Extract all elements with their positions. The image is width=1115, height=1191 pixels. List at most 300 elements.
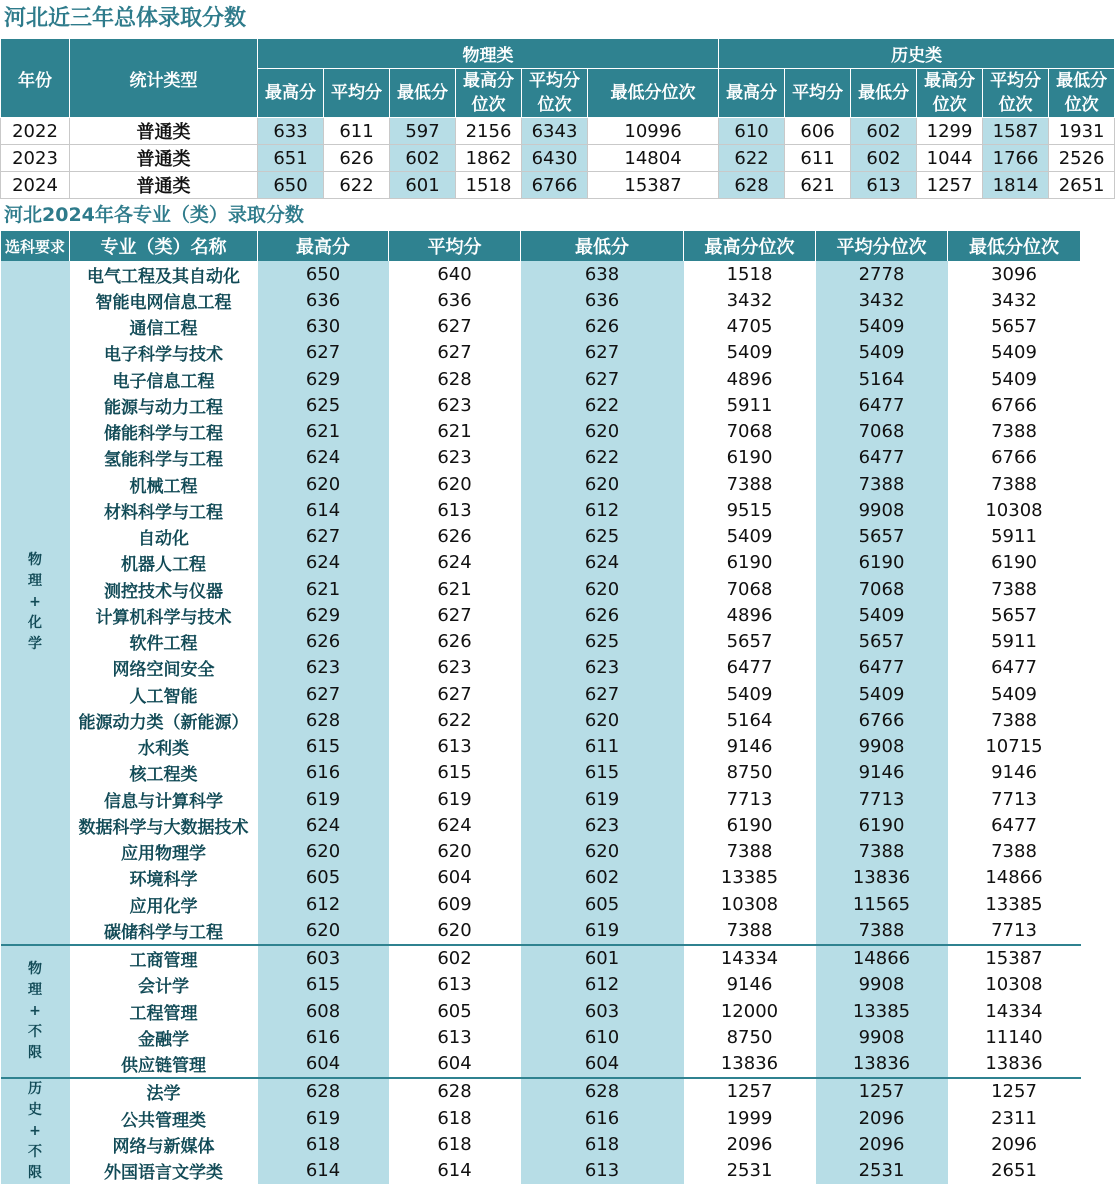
score-cell: 626 [437, 631, 472, 653]
table-row [1, 998, 1081, 1024]
score-cell: 618 [521, 1131, 684, 1157]
score-cell: 2531 [726, 1160, 773, 1182]
score-cell: 2096 [991, 1133, 1037, 1155]
score-cell: 5657 [991, 316, 1037, 338]
score-cell: 9908 [816, 497, 948, 523]
score-cell: 627 [521, 681, 684, 707]
score-cell: 3432 [991, 289, 1037, 311]
score-cell: 618 [437, 1107, 472, 1129]
score-cell: 12000 [720, 1000, 779, 1022]
major-name: 氢能科学与工程 [104, 450, 223, 471]
score-cell: 638 [521, 261, 684, 287]
table-row [1, 550, 1081, 576]
score-cell: 620 [521, 839, 684, 865]
score-cell: 9146 [726, 736, 773, 758]
section-title: 河北2024年各专业（类）录取分数 [4, 204, 304, 226]
score-cell: 5409 [726, 683, 773, 705]
score-cell: 618 [437, 1133, 472, 1155]
hist-value-cell: 606 [785, 118, 851, 145]
header-history-group: 历史类 [719, 39, 1115, 69]
score-cell: 615 [258, 972, 389, 998]
header-hist-sub: 平均分位次 [983, 69, 1049, 118]
score-cell: 7388 [991, 709, 1037, 731]
subject-char: 化 [28, 614, 42, 631]
header-col-3: 平均分 [389, 231, 521, 261]
year-cell: 2024 [1, 172, 70, 199]
score-cell: 604 [437, 867, 472, 889]
score-cell: 619 [521, 786, 684, 812]
table-row [1, 734, 1081, 760]
table-row [1, 891, 1081, 917]
year-cell: 2022 [1, 118, 70, 145]
phys-value-cell: 15387 [588, 172, 719, 199]
major-name: 信息与计算科学 [104, 791, 223, 812]
score-cell: 2651 [991, 1160, 1037, 1182]
score-cell: 5409 [991, 683, 1037, 705]
table-row [1, 1158, 1081, 1184]
subject-char: + [29, 593, 41, 610]
score-cell: 616 [258, 760, 389, 786]
score-cell: 602 [389, 945, 521, 972]
header-phys-sub: 最低分位次 [588, 69, 719, 118]
score-cell: 10715 [985, 736, 1043, 758]
score-cell: 7713 [991, 919, 1037, 941]
score-cell: 614 [258, 497, 389, 523]
score-cell: 621 [258, 419, 389, 445]
score-cell: 612 [521, 972, 684, 998]
score-cell: 601 [521, 945, 684, 972]
score-cell: 5409 [991, 368, 1037, 390]
header-phys-sub: 最高分 [258, 69, 324, 118]
hist-value-cell: 1299 [917, 118, 983, 145]
score-cell: 626 [521, 602, 684, 628]
score-cell: 630 [258, 314, 389, 340]
major-name: 公共管理类 [121, 1110, 206, 1131]
table-row [1, 261, 1081, 287]
score-cell: 7388 [991, 841, 1037, 863]
major-name: 通信工程 [129, 319, 198, 340]
score-cell: 614 [437, 1160, 472, 1182]
hist-value-cell: 610 [719, 118, 785, 145]
score-cell: 5657 [816, 524, 948, 550]
table-row [1, 497, 1081, 523]
score-cell: 616 [521, 1105, 684, 1131]
phys-value-cell: 611 [324, 118, 390, 145]
score-cell: 8750 [726, 762, 773, 784]
score-cell: 5164 [726, 709, 773, 731]
hist-value-cell: 611 [785, 145, 851, 172]
score-cell: 6477 [991, 814, 1037, 836]
score-cell: 5409 [991, 342, 1037, 364]
score-cell: 627 [437, 604, 472, 626]
score-cell: 6477 [816, 445, 948, 471]
score-cell: 612 [521, 497, 684, 523]
summary-row [1, 118, 1115, 145]
score-cell: 615 [258, 734, 389, 760]
score-cell: 609 [437, 893, 472, 915]
score-cell: 6766 [991, 447, 1037, 469]
header-phys-sub: 平均分位次 [522, 69, 588, 118]
score-cell: 622 [521, 392, 684, 418]
score-cell: 620 [437, 841, 472, 863]
score-cell: 636 [437, 289, 472, 311]
score-cell: 7068 [726, 421, 773, 443]
score-cell: 625 [521, 524, 684, 550]
score-cell: 621 [258, 576, 389, 602]
score-cell: 2531 [816, 1158, 948, 1184]
score-cell: 626 [258, 629, 389, 655]
header-hist-sub: 最高分位次 [917, 69, 983, 118]
score-cell: 613 [521, 1158, 684, 1184]
phys-value-cell: 622 [324, 172, 390, 199]
score-cell: 6190 [991, 552, 1037, 574]
score-cell: 7068 [726, 578, 773, 600]
table-row [1, 681, 1081, 707]
header-col-5: 最高分位次 [684, 231, 816, 261]
header-col-1: 专业（类）名称 [70, 231, 258, 261]
hist-value-cell: 1587 [983, 118, 1049, 145]
hist-value-cell: 622 [719, 145, 785, 172]
header-type: 统计类型 [70, 39, 258, 118]
score-cell: 620 [521, 576, 684, 602]
score-cell: 6190 [726, 552, 773, 574]
score-cell: 7713 [816, 786, 948, 812]
score-cell: 627 [521, 366, 684, 392]
score-cell: 13836 [720, 1053, 779, 1075]
score-cell: 5657 [726, 631, 773, 653]
score-cell: 4705 [726, 316, 773, 338]
major-name: 法学 [70, 1078, 258, 1105]
table-row [1, 314, 1081, 340]
score-cell: 9146 [726, 974, 773, 996]
hist-value-cell: 1766 [983, 145, 1049, 172]
score-cell: 628 [437, 368, 472, 390]
score-cell: 7388 [726, 841, 773, 863]
score-cell: 640 [437, 263, 472, 285]
score-cell: 623 [437, 394, 472, 416]
score-cell: 620 [521, 419, 684, 445]
score-cell: 605 [437, 1000, 472, 1022]
score-cell: 620 [521, 707, 684, 733]
header-col-4: 最低分 [521, 231, 684, 261]
table-row [1, 1105, 1081, 1131]
header-phys-sub: 平均分 [324, 69, 390, 118]
score-cell: 2096 [816, 1105, 948, 1131]
score-cell: 7388 [816, 471, 948, 497]
subject-char: 不 [28, 1023, 42, 1040]
score-cell: 602 [521, 865, 684, 891]
score-cell: 9908 [816, 734, 948, 760]
page-title: 河北近三年总体录取分数 [4, 6, 247, 31]
score-cell: 6190 [726, 814, 773, 836]
score-cell: 5911 [991, 631, 1037, 653]
score-cell: 5409 [816, 602, 948, 628]
major-name: 自动化 [138, 529, 189, 550]
major-name: 应用物理学 [121, 844, 206, 865]
subject-char: 不 [28, 1143, 42, 1160]
score-cell: 622 [437, 709, 472, 731]
score-cell: 629 [258, 602, 389, 628]
subject-requirement [1, 1078, 70, 1184]
score-cell: 11140 [985, 1026, 1043, 1048]
header-col-2: 最高分 [258, 231, 389, 261]
score-cell: 6190 [816, 812, 948, 838]
score-cell: 7068 [816, 576, 948, 602]
major-name: 储能科学与工程 [104, 424, 223, 445]
score-cell: 6477 [816, 392, 948, 418]
score-cell: 627 [437, 316, 472, 338]
score-cell: 9908 [816, 1024, 948, 1050]
score-cell: 7388 [991, 578, 1037, 600]
score-cell: 10308 [985, 499, 1043, 521]
major-name: 核工程类 [129, 765, 198, 786]
hist-value-cell: 628 [719, 172, 785, 199]
score-cell: 627 [437, 683, 472, 705]
score-cell: 7388 [816, 839, 948, 865]
score-cell: 7388 [726, 919, 773, 941]
score-cell: 624 [258, 812, 389, 838]
score-cell: 7713 [991, 788, 1037, 810]
subject-char: 物 [28, 960, 42, 977]
score-cell: 2778 [816, 261, 948, 287]
score-cell: 13836 [816, 1051, 948, 1078]
major-name: 供应链管理 [121, 1056, 206, 1077]
score-cell: 613 [437, 499, 472, 521]
major-name: 电气工程及其自动化 [87, 266, 240, 287]
score-cell: 1257 [684, 1078, 816, 1105]
score-cell: 613 [437, 974, 472, 996]
score-cell: 3432 [726, 289, 773, 311]
major-name: 网络与新媒体 [112, 1136, 215, 1157]
score-cell: 7388 [991, 421, 1037, 443]
phys-value-cell: 633 [258, 118, 324, 145]
score-cell: 7388 [726, 473, 773, 495]
score-cell: 611 [521, 734, 684, 760]
major-name: 碳储科学与工程 [104, 922, 223, 943]
hist-value-cell: 2651 [1049, 172, 1115, 199]
majors-table [0, 231, 1081, 1184]
major-name: 计算机科学与技术 [95, 607, 232, 628]
phys-value-cell: 6766 [522, 172, 588, 199]
score-cell: 620 [437, 473, 472, 495]
score-cell: 5409 [726, 342, 773, 364]
header-physics-group: 物理类 [258, 39, 719, 69]
score-cell: 5911 [726, 394, 773, 416]
score-cell: 604 [521, 1051, 684, 1078]
summary-row [1, 172, 1115, 199]
major-name: 人工智能 [129, 686, 198, 707]
score-cell: 10308 [985, 974, 1043, 996]
score-cell: 623 [437, 447, 472, 469]
score-cell: 620 [521, 471, 684, 497]
major-name: 环境科学 [129, 870, 198, 891]
header-hist-sub: 平均分 [785, 69, 851, 118]
score-cell: 619 [437, 788, 472, 810]
phys-value-cell: 6430 [522, 145, 588, 172]
score-cell: 628 [258, 1078, 389, 1105]
header-hist-sub: 最低分 [851, 69, 917, 118]
phys-value-cell: 597 [390, 118, 456, 145]
table-row [1, 392, 1081, 418]
score-cell: 5657 [991, 604, 1037, 626]
score-cell: 2096 [816, 1131, 948, 1157]
subject-requirement [1, 261, 70, 945]
subject-char: + [29, 1122, 41, 1139]
major-name: 能源动力类（新能源） [78, 712, 249, 733]
score-cell: 6477 [726, 657, 773, 679]
table-row [1, 972, 1081, 998]
subject-char: 史 [28, 1101, 42, 1118]
score-cell: 4896 [726, 368, 773, 390]
score-cell: 2096 [726, 1133, 773, 1155]
score-cell: 13385 [985, 893, 1043, 915]
score-cell: 5409 [726, 526, 773, 548]
phys-value-cell: 626 [324, 145, 390, 172]
score-cell: 7388 [816, 917, 948, 944]
score-cell: 605 [521, 891, 684, 917]
score-cell: 628 [389, 1078, 521, 1105]
table-row [1, 366, 1081, 392]
phys-value-cell: 1862 [456, 145, 522, 172]
header-phys-sub: 最高分位次 [456, 69, 522, 118]
score-cell: 7388 [991, 473, 1037, 495]
score-cell: 6766 [816, 707, 948, 733]
hist-value-cell: 1931 [1049, 118, 1115, 145]
score-cell: 624 [521, 550, 684, 576]
major-name: 金融学 [138, 1029, 189, 1050]
phys-value-cell: 6343 [522, 118, 588, 145]
score-cell: 627 [258, 340, 389, 366]
table-row [1, 655, 1081, 681]
score-cell: 13836 [985, 1053, 1043, 1075]
score-cell: 9908 [816, 972, 948, 998]
score-cell: 14866 [985, 867, 1043, 889]
table-row [1, 1131, 1081, 1157]
score-cell: 13385 [816, 998, 948, 1024]
score-cell: 628 [258, 707, 389, 733]
table-row [1, 839, 1081, 865]
major-name: 水利类 [138, 739, 189, 760]
score-cell: 11565 [816, 891, 948, 917]
score-cell: 625 [258, 392, 389, 418]
phys-value-cell: 2156 [456, 118, 522, 145]
major-name: 测控技术与仪器 [104, 581, 223, 602]
score-cell: 9146 [991, 762, 1037, 784]
score-cell: 621 [437, 578, 472, 600]
score-cell: 6477 [991, 657, 1037, 679]
major-name: 工商管理 [70, 945, 258, 972]
score-cell: 9515 [726, 499, 773, 521]
score-cell: 6190 [726, 447, 773, 469]
major-name: 会计学 [138, 977, 189, 998]
table-row [1, 287, 1081, 313]
major-name: 智能电网信息工程 [95, 292, 232, 313]
score-cell: 629 [258, 366, 389, 392]
score-cell: 619 [258, 1105, 389, 1131]
score-cell: 619 [258, 786, 389, 812]
hist-value-cell: 1814 [983, 172, 1049, 199]
phys-value-cell: 651 [258, 145, 324, 172]
score-cell: 624 [258, 445, 389, 471]
major-name: 机械工程 [129, 476, 198, 497]
score-cell: 626 [437, 526, 472, 548]
hist-value-cell: 2526 [1049, 145, 1115, 172]
score-cell: 8750 [726, 1026, 773, 1048]
table-row [1, 629, 1081, 655]
score-cell: 627 [258, 681, 389, 707]
header-phys-sub: 最低分 [390, 69, 456, 118]
score-cell: 7068 [816, 419, 948, 445]
header-col-7: 最低分位次 [948, 231, 1081, 261]
score-cell: 5409 [816, 681, 948, 707]
table-row [1, 707, 1081, 733]
score-cell: 613 [437, 1026, 472, 1048]
score-cell: 3432 [816, 287, 948, 313]
score-cell: 5657 [816, 629, 948, 655]
year-cell: 2023 [1, 145, 70, 172]
score-cell: 3096 [991, 263, 1037, 285]
table-row [1, 786, 1081, 812]
score-cell: 605 [258, 865, 389, 891]
score-cell: 15387 [948, 945, 1081, 972]
score-cell: 610 [521, 1024, 684, 1050]
score-cell: 625 [521, 629, 684, 655]
major-name: 能源与动力工程 [104, 397, 223, 418]
header-col-6: 平均分位次 [816, 231, 948, 261]
score-cell: 624 [437, 552, 472, 574]
score-cell: 6477 [816, 655, 948, 681]
major-name: 外国语言文学类 [104, 1163, 223, 1184]
score-cell: 636 [521, 287, 684, 313]
table-row [1, 760, 1081, 786]
table-row [1, 576, 1081, 602]
score-cell: 604 [258, 1051, 389, 1078]
score-cell: 13385 [720, 867, 779, 889]
score-cell: 623 [258, 655, 389, 681]
score-cell: 4896 [726, 604, 773, 626]
score-cell: 621 [437, 421, 472, 443]
score-cell: 619 [521, 917, 684, 944]
score-cell: 5164 [816, 366, 948, 392]
summary-row [1, 145, 1115, 172]
score-cell: 604 [437, 1053, 472, 1075]
subject-char: 理 [28, 572, 42, 589]
score-cell: 615 [521, 760, 684, 786]
phys-value-cell: 650 [258, 172, 324, 199]
subject-requirement [1, 945, 70, 1078]
score-cell: 627 [521, 340, 684, 366]
major-name: 电子科学与技术 [104, 345, 223, 366]
major-name: 材料科学与工程 [104, 502, 223, 523]
table-row [1, 602, 1081, 628]
score-cell: 612 [258, 891, 389, 917]
hist-value-cell: 602 [851, 145, 917, 172]
score-cell: 1257 [948, 1078, 1081, 1105]
phys-value-cell: 10996 [588, 118, 719, 145]
score-cell: 9146 [816, 760, 948, 786]
table-row [1, 1051, 1081, 1078]
score-cell: 14866 [816, 945, 948, 972]
score-cell: 6766 [991, 394, 1037, 416]
header-hist-sub: 最高分 [719, 69, 785, 118]
subject-char: 物 [28, 551, 42, 568]
major-name: 数据科学与大数据技术 [78, 817, 249, 838]
type-cell: 普通类 [70, 172, 258, 199]
score-cell: 650 [258, 261, 389, 287]
type-cell: 普通类 [70, 118, 258, 145]
score-cell: 14334 [684, 945, 816, 972]
score-cell: 1518 [726, 263, 773, 285]
